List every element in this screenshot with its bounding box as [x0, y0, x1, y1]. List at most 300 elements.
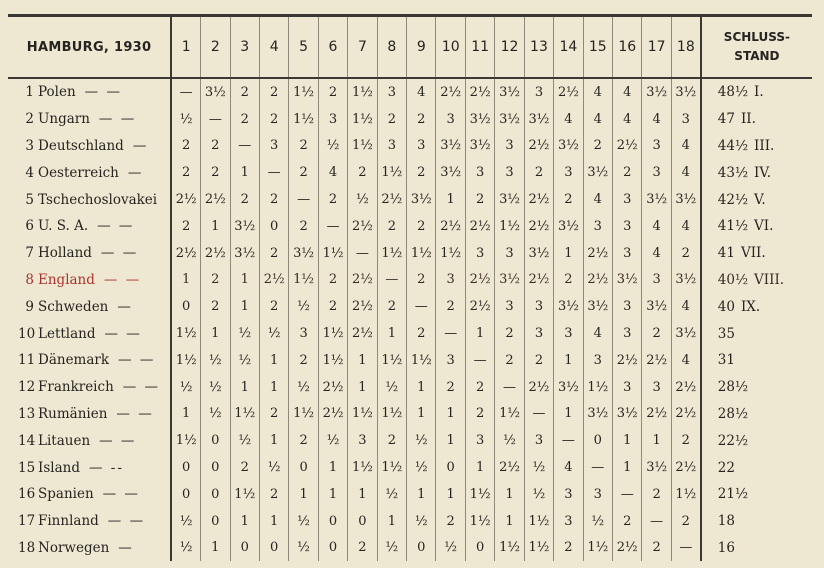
- rank: VI.: [754, 218, 774, 235]
- score-cell: 1½: [436, 240, 465, 267]
- score-cell: ½: [201, 401, 230, 428]
- team-name-cell: [8, 293, 171, 320]
- score-cell: 2½: [436, 78, 465, 106]
- score-cell: 2½: [583, 267, 612, 294]
- column-header-5: 5: [289, 16, 318, 79]
- team-number: 7: [25, 245, 34, 262]
- score-cell: 1: [407, 481, 436, 508]
- team-name: Rumänien: [38, 405, 108, 422]
- final-standing-cell: [701, 535, 812, 562]
- final-standing-cell: [701, 481, 812, 508]
- team-name: Schweden: [38, 298, 109, 315]
- score-cell: 3½: [671, 186, 700, 213]
- team-name: U. S. A.: [38, 218, 89, 235]
- team-name-cell: [8, 213, 171, 240]
- score-cell: 1½: [465, 481, 494, 508]
- column-header-6: 6: [318, 16, 347, 79]
- score-cell: 1: [465, 454, 494, 481]
- score-cell: 2: [230, 454, 259, 481]
- score-cell: 2: [642, 535, 671, 562]
- final-standing-cell: [701, 106, 812, 133]
- score-cell: —: [289, 186, 318, 213]
- score-cell: 1: [259, 427, 288, 454]
- final-standing-cell: [701, 159, 812, 186]
- score-cell: —: [495, 374, 524, 401]
- table-row: [8, 427, 812, 454]
- team-name: Holland: [38, 245, 92, 262]
- score-cell: 3½: [583, 401, 612, 428]
- score-cell: 2½: [465, 213, 494, 240]
- score-cell: 1½: [377, 401, 406, 428]
- score-cell: 1: [554, 240, 583, 267]
- score-cell: ½: [201, 374, 230, 401]
- score-cell: 1: [230, 293, 259, 320]
- score-cell: 1: [259, 508, 288, 535]
- score-cell: 4: [671, 213, 700, 240]
- final-standing-cell: [701, 213, 812, 240]
- team-number: 4: [25, 164, 34, 181]
- score-cell: 1½: [348, 454, 377, 481]
- score-cell: 2½: [259, 267, 288, 294]
- score-cell: 3½: [613, 401, 642, 428]
- score-cell: 2: [171, 133, 200, 160]
- score-cell: 1½: [377, 347, 406, 374]
- score-cell: 2: [495, 347, 524, 374]
- score-cell: —: [583, 454, 612, 481]
- score-cell: 1½: [230, 481, 259, 508]
- score-cell: 1½: [583, 374, 612, 401]
- rank: V.: [754, 191, 766, 208]
- total-points: 21½: [717, 486, 749, 503]
- total-points: 40½: [717, 271, 749, 288]
- score-cell: 1½: [171, 320, 200, 347]
- score-cell: ½: [171, 106, 200, 133]
- score-cell: 2: [407, 106, 436, 133]
- score-cell: 3½: [524, 240, 553, 267]
- total-points: 41: [717, 245, 735, 262]
- leader-dashes: — —: [98, 111, 137, 128]
- score-cell: ½: [171, 535, 200, 562]
- team-number: 12: [18, 379, 36, 396]
- score-cell: 0: [201, 454, 230, 481]
- score-cell: —: [642, 508, 671, 535]
- score-cell: 2: [201, 293, 230, 320]
- team-name-cell: [8, 78, 171, 106]
- total-points: 40: [717, 298, 735, 315]
- score-cell: 4: [318, 159, 347, 186]
- table-row: [8, 159, 812, 186]
- score-cell: 2: [613, 159, 642, 186]
- score-cell: 0: [318, 508, 347, 535]
- score-cell: 2½: [465, 78, 494, 106]
- score-cell: 3: [671, 106, 700, 133]
- score-cell: 1½: [671, 481, 700, 508]
- score-cell: 2: [377, 213, 406, 240]
- score-cell: 3½: [583, 159, 612, 186]
- score-cell: 1: [230, 267, 259, 294]
- score-cell: 1: [230, 508, 259, 535]
- team-name-cell: [8, 535, 171, 562]
- rank: VIII.: [754, 271, 785, 288]
- score-cell: 0: [171, 481, 200, 508]
- score-cell: 3: [524, 293, 553, 320]
- score-cell: 1½: [171, 427, 200, 454]
- score-cell: 2: [524, 347, 553, 374]
- score-cell: 1: [613, 427, 642, 454]
- score-cell: ½: [407, 508, 436, 535]
- score-cell: 0: [230, 535, 259, 562]
- score-cell: 0: [348, 508, 377, 535]
- score-cell: 3: [554, 481, 583, 508]
- leader-dashes: — —: [118, 352, 156, 369]
- score-cell: —: [671, 535, 700, 562]
- column-header-2: 2: [201, 16, 230, 79]
- score-cell: —: [465, 347, 494, 374]
- team-name-cell: [8, 186, 171, 213]
- team-number: 8: [25, 271, 34, 288]
- score-cell: 3½: [583, 293, 612, 320]
- score-cell: 1½: [495, 535, 524, 562]
- score-cell: 3½: [613, 267, 642, 294]
- column-header-10: 10: [436, 16, 465, 79]
- team-number: 3: [25, 137, 34, 154]
- team-name-cell: [8, 427, 171, 454]
- score-cell: 2½: [642, 401, 671, 428]
- score-cell: 3: [407, 133, 436, 160]
- score-cell: 1: [171, 267, 200, 294]
- score-cell: 2½: [524, 267, 553, 294]
- total-points: 31: [717, 352, 735, 369]
- score-cell: 1½: [495, 401, 524, 428]
- team-name: Polen: [38, 84, 76, 101]
- leader-dashes: — —: [103, 271, 142, 288]
- score-cell: 1½: [377, 240, 406, 267]
- score-cell: —: [230, 133, 259, 160]
- score-cell: —: [377, 267, 406, 294]
- score-cell: ½: [318, 133, 347, 160]
- score-cell: ½: [495, 427, 524, 454]
- score-cell: —: [613, 481, 642, 508]
- column-header-4: 4: [259, 16, 288, 79]
- score-cell: 3: [524, 78, 553, 106]
- team-number: 17: [18, 513, 36, 530]
- column-header-11: 11: [465, 16, 494, 79]
- leader-dashes: — —: [107, 513, 146, 530]
- score-cell: 2½: [671, 454, 700, 481]
- score-cell: 1: [554, 401, 583, 428]
- score-cell: 3: [465, 427, 494, 454]
- score-cell: 3: [583, 347, 612, 374]
- score-cell: 2: [377, 427, 406, 454]
- score-cell: 4: [407, 78, 436, 106]
- team-number: 18: [18, 539, 36, 556]
- score-cell: 0: [201, 481, 230, 508]
- column-header-12: 12: [495, 16, 524, 79]
- leader-dashes: — —: [100, 245, 139, 262]
- score-cell: 2½: [201, 240, 230, 267]
- score-cell: 4: [583, 106, 612, 133]
- score-cell: 2: [289, 133, 318, 160]
- score-cell: 2½: [318, 401, 347, 428]
- score-cell: 2: [407, 213, 436, 240]
- score-cell: 1½: [377, 159, 406, 186]
- score-cell: 2: [495, 320, 524, 347]
- column-header-9: 9: [407, 16, 436, 79]
- total-points: 44½: [717, 137, 749, 154]
- leader-dashes: — —: [122, 379, 161, 396]
- team-name: Spanien: [38, 486, 94, 503]
- score-cell: 2: [642, 481, 671, 508]
- score-cell: ½: [377, 374, 406, 401]
- score-cell: 3: [524, 427, 553, 454]
- score-cell: ½: [407, 427, 436, 454]
- score-cell: 1½: [348, 78, 377, 106]
- score-cell: 2: [259, 481, 288, 508]
- score-cell: 1: [642, 427, 671, 454]
- team-number: 16: [18, 486, 36, 503]
- team-name: Norwegen: [38, 539, 110, 556]
- score-cell: 0: [436, 454, 465, 481]
- column-header-18: 18: [671, 16, 700, 79]
- score-cell: 2: [201, 267, 230, 294]
- score-cell: 1: [436, 401, 465, 428]
- total-points: 16: [717, 539, 735, 556]
- score-cell: 0: [583, 427, 612, 454]
- score-cell: 3½: [407, 186, 436, 213]
- score-cell: 1: [348, 481, 377, 508]
- score-cell: 0: [201, 427, 230, 454]
- score-cell: 3: [583, 213, 612, 240]
- score-cell: 2: [318, 267, 347, 294]
- score-cell: 2: [436, 508, 465, 535]
- leader-dashes: —: [132, 137, 149, 154]
- team-name-cell: [8, 481, 171, 508]
- score-cell: ½: [377, 481, 406, 508]
- score-cell: 2½: [348, 267, 377, 294]
- final-standing-header: SCHLUSS- STAND: [701, 16, 812, 79]
- score-cell: 3½: [554, 213, 583, 240]
- team-name: Tschechoslovakei: [38, 191, 158, 208]
- score-cell: 2½: [465, 293, 494, 320]
- score-cell: 1: [495, 481, 524, 508]
- score-cell: 2: [259, 401, 288, 428]
- score-cell: 3: [642, 374, 671, 401]
- score-cell: 2: [201, 159, 230, 186]
- score-cell: 2½: [377, 186, 406, 213]
- score-cell: 2½: [583, 240, 612, 267]
- team-name-cell: [8, 159, 171, 186]
- score-cell: 3: [495, 133, 524, 160]
- score-cell: 1½: [289, 106, 318, 133]
- table-row: [8, 133, 812, 160]
- table-row: [8, 106, 812, 133]
- score-cell: 1½: [348, 401, 377, 428]
- results-table: [8, 14, 812, 561]
- score-cell: 3½: [524, 106, 553, 133]
- score-cell: 2: [671, 508, 700, 535]
- header-row: [8, 16, 812, 79]
- score-cell: 2: [259, 240, 288, 267]
- score-cell: 3½: [642, 186, 671, 213]
- score-cell: 3: [436, 267, 465, 294]
- score-cell: 2: [318, 186, 347, 213]
- score-cell: 3½: [671, 320, 700, 347]
- leader-dashes: — —: [99, 432, 137, 449]
- score-cell: 3½: [554, 374, 583, 401]
- total-points: 22½: [717, 432, 749, 449]
- score-cell: 3: [348, 427, 377, 454]
- score-cell: 1½: [348, 106, 377, 133]
- score-cell: 3½: [495, 267, 524, 294]
- team-name: Litauen: [38, 432, 91, 449]
- total-points: 18: [717, 513, 735, 530]
- score-cell: ½: [171, 508, 200, 535]
- score-cell: 1½: [289, 78, 318, 106]
- column-header-14: 14: [554, 16, 583, 79]
- leader-dashes: — —: [104, 325, 142, 342]
- score-cell: 2: [583, 133, 612, 160]
- total-points: 47: [717, 111, 735, 128]
- score-cell: —: [318, 213, 347, 240]
- team-name-cell: [8, 240, 171, 267]
- leader-dashes: — —: [84, 84, 122, 101]
- score-cell: 3½: [436, 133, 465, 160]
- score-cell: 1: [554, 347, 583, 374]
- score-cell: ½: [171, 374, 200, 401]
- score-cell: 1½: [524, 508, 553, 535]
- team-name: Frankreich: [38, 379, 114, 396]
- score-cell: 3½: [465, 106, 494, 133]
- score-cell: 1: [377, 508, 406, 535]
- team-name-cell: [8, 133, 171, 160]
- leader-dashes: — —: [97, 218, 135, 235]
- score-cell: 3: [613, 186, 642, 213]
- score-cell: 2: [436, 293, 465, 320]
- team-number: 6: [25, 218, 34, 235]
- table-body: [8, 78, 812, 561]
- team-name: Ungarn: [38, 111, 90, 128]
- score-cell: 2: [348, 159, 377, 186]
- score-cell: 1: [348, 347, 377, 374]
- score-cell: 1½: [289, 267, 318, 294]
- score-cell: 0: [407, 535, 436, 562]
- score-cell: 1½: [407, 240, 436, 267]
- team-name-cell: [8, 374, 171, 401]
- score-cell: 1: [318, 454, 347, 481]
- score-cell: 3½: [642, 78, 671, 106]
- final-standing-cell: [701, 374, 812, 401]
- score-cell: 1: [407, 374, 436, 401]
- score-cell: 2½: [554, 78, 583, 106]
- score-cell: 4: [671, 347, 700, 374]
- rank: VII.: [740, 245, 766, 262]
- score-cell: 3: [554, 320, 583, 347]
- score-cell: 1½: [583, 535, 612, 562]
- team-name: Lettland: [38, 325, 96, 342]
- final-standing-cell: [701, 293, 812, 320]
- score-cell: 3: [259, 133, 288, 160]
- score-cell: 1½: [465, 508, 494, 535]
- total-points: 43½: [717, 164, 749, 181]
- score-cell: 1: [613, 454, 642, 481]
- score-cell: 1: [259, 347, 288, 374]
- table-row: [8, 454, 812, 481]
- team-number: 14: [18, 432, 36, 449]
- score-cell: 2½: [524, 133, 553, 160]
- score-cell: 2: [201, 133, 230, 160]
- score-cell: 4: [583, 320, 612, 347]
- score-cell: 1½: [289, 401, 318, 428]
- score-cell: 2: [554, 535, 583, 562]
- column-header-3: 3: [230, 16, 259, 79]
- score-cell: 3½: [495, 78, 524, 106]
- score-cell: 1: [348, 374, 377, 401]
- score-cell: 4: [554, 106, 583, 133]
- table-row: [8, 293, 812, 320]
- score-cell: 4: [613, 78, 642, 106]
- score-cell: 2: [613, 508, 642, 535]
- final-standing-cell: [701, 240, 812, 267]
- score-cell: 1: [259, 374, 288, 401]
- score-cell: 2½: [201, 186, 230, 213]
- score-cell: 2: [289, 347, 318, 374]
- score-cell: 2½: [348, 320, 377, 347]
- rank: III.: [754, 137, 775, 154]
- score-cell: 2: [377, 106, 406, 133]
- score-cell: 2: [407, 159, 436, 186]
- score-cell: 4: [613, 106, 642, 133]
- leader-dashes: —: [118, 539, 134, 556]
- score-cell: 2: [465, 186, 494, 213]
- score-cell: 2: [259, 293, 288, 320]
- score-cell: 2: [259, 186, 288, 213]
- final-standing-cell: [701, 427, 812, 454]
- score-cell: 3½: [201, 78, 230, 106]
- score-cell: 0: [171, 293, 200, 320]
- column-header-7: 7: [348, 16, 377, 79]
- score-cell: 2½: [436, 213, 465, 240]
- score-cell: ½: [348, 186, 377, 213]
- score-cell: 0: [259, 213, 288, 240]
- score-cell: 2: [554, 186, 583, 213]
- team-number: 2: [25, 111, 34, 128]
- score-cell: 3: [377, 78, 406, 106]
- score-cell: 2: [407, 267, 436, 294]
- score-cell: 1½: [495, 213, 524, 240]
- score-cell: ½: [407, 454, 436, 481]
- score-cell: 3½: [642, 293, 671, 320]
- score-cell: 2: [671, 427, 700, 454]
- score-cell: 2½: [348, 213, 377, 240]
- score-cell: 1: [201, 213, 230, 240]
- score-cell: 3: [642, 133, 671, 160]
- team-number: 1: [25, 84, 34, 101]
- score-cell: 3½: [230, 240, 259, 267]
- table-row: [8, 535, 812, 562]
- score-cell: 3½: [554, 133, 583, 160]
- score-cell: 0: [318, 535, 347, 562]
- score-cell: 1: [171, 401, 200, 428]
- score-cell: 2: [259, 106, 288, 133]
- team-name: England: [38, 271, 95, 288]
- score-cell: ½: [377, 535, 406, 562]
- score-cell: 2½: [613, 133, 642, 160]
- score-cell: 2½: [171, 240, 200, 267]
- score-cell: 1: [201, 320, 230, 347]
- score-cell: 3½: [671, 267, 700, 294]
- score-cell: 2: [289, 159, 318, 186]
- score-cell: ½: [436, 535, 465, 562]
